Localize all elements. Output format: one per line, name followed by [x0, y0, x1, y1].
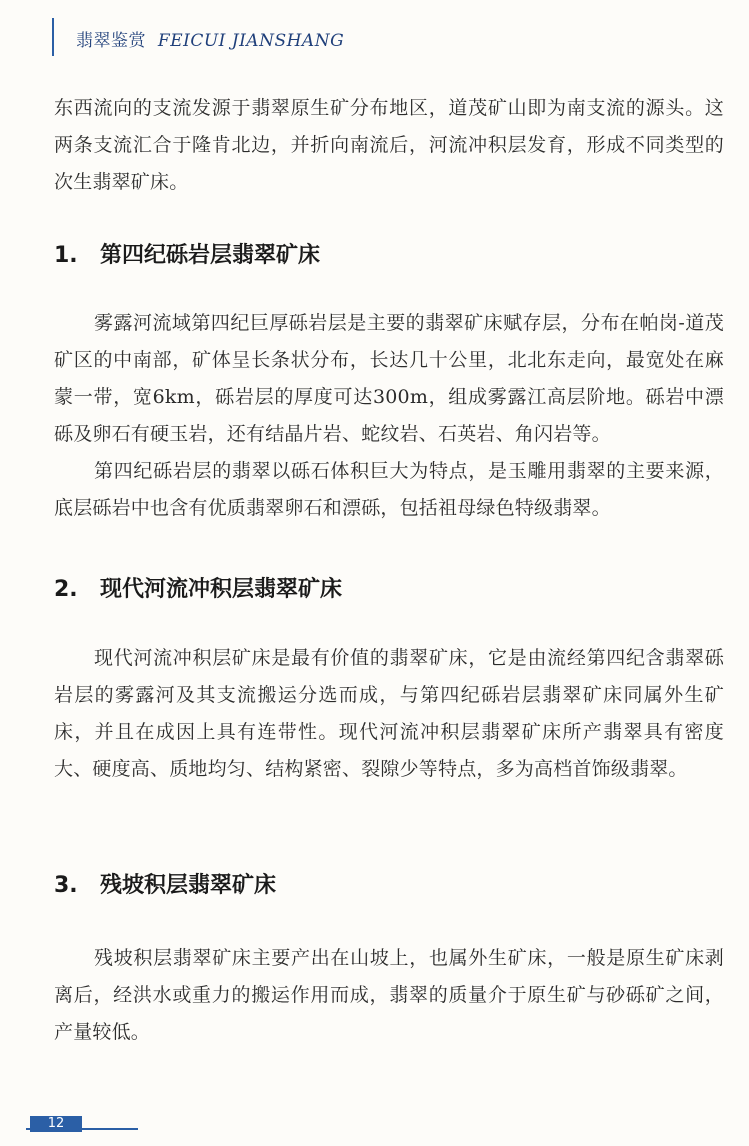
section-number: 2.: [54, 577, 78, 602]
section-heading-3: [54, 868, 724, 899]
section-title: 第四纪砾岩层翡翠矿床: [100, 243, 321, 268]
section-2-paragraph-1: 现代河流冲积层矿床是最有价值的翡翠矿床，它是由流经第四纪含翡翠砾岩层的雾露河及其支流搬运分选而成，与第四纪砾岩层翡翠矿床同属外生矿床，并且在成因上具有连带性。现代河流冲积层翡翠矿床所产翡翠具有密度大、硬度高、质地均匀、结构紧密、裂隙少等特点，多为高档首饰级翡翠。: [54, 647, 724, 780]
section-1-paragraph-2: 第四纪砾岩层的翡翠以砾石体积巨大为特点，是玉雕用翡翠的主要来源，底层砾岩中也含有优质翡翠卵石和漂砾，包括祖母绿色特级翡翠。: [54, 460, 724, 519]
section-heading-1: [54, 238, 724, 269]
section-title: 残坡积层翡翠矿床: [100, 873, 277, 898]
section-number: 1.: [54, 243, 78, 268]
header-title: [76, 26, 344, 51]
header-title-cn: 翡翠鉴赏: [76, 31, 146, 51]
page-number: 12: [30, 1116, 82, 1132]
section-1-paragraph-1: 雾露河流域第四纪巨厚砾岩层是主要的翡翠矿床赋存层，分布在帕岗-道茂矿区的中南部，矿体呈长条状分布，长达几十公里，北北东走向，最宽处在麻蒙一带，宽6km，砾岩层的厚度可达300m，组成雾露江高层阶地。砾岩中漂砾及卵石有硬玉岩，还有结晶片岩、蛇纹岩、石英岩、角闪岩等。: [54, 312, 724, 445]
page-header: [0, 0, 749, 80]
intro-paragraph: 东西流向的支流发源于翡翠原生矿分布地区，道茂矿山即为南支流的源头。这两条支流汇合于隆肯北边，并折向南流后，河流冲积层发育，形成不同类型的次生翡翠矿床。: [54, 97, 724, 193]
section-heading-2: [54, 572, 724, 603]
section-number: 3.: [54, 873, 78, 898]
section-title: 现代河流冲积层翡翠矿床: [100, 577, 343, 602]
header-accent-bar: [0, 18, 54, 56]
section-3-paragraph-1: 残坡积层翡翠矿床主要产出在山坡上，也属外生矿床，一般是原生矿床剥离后，经洪水或重力的搬运作用而成，翡翠的质量介于原生矿与砂砾矿之间，产量较低。: [54, 947, 724, 1043]
header-title-en: FEICUI JIANSHANG: [157, 31, 345, 51]
